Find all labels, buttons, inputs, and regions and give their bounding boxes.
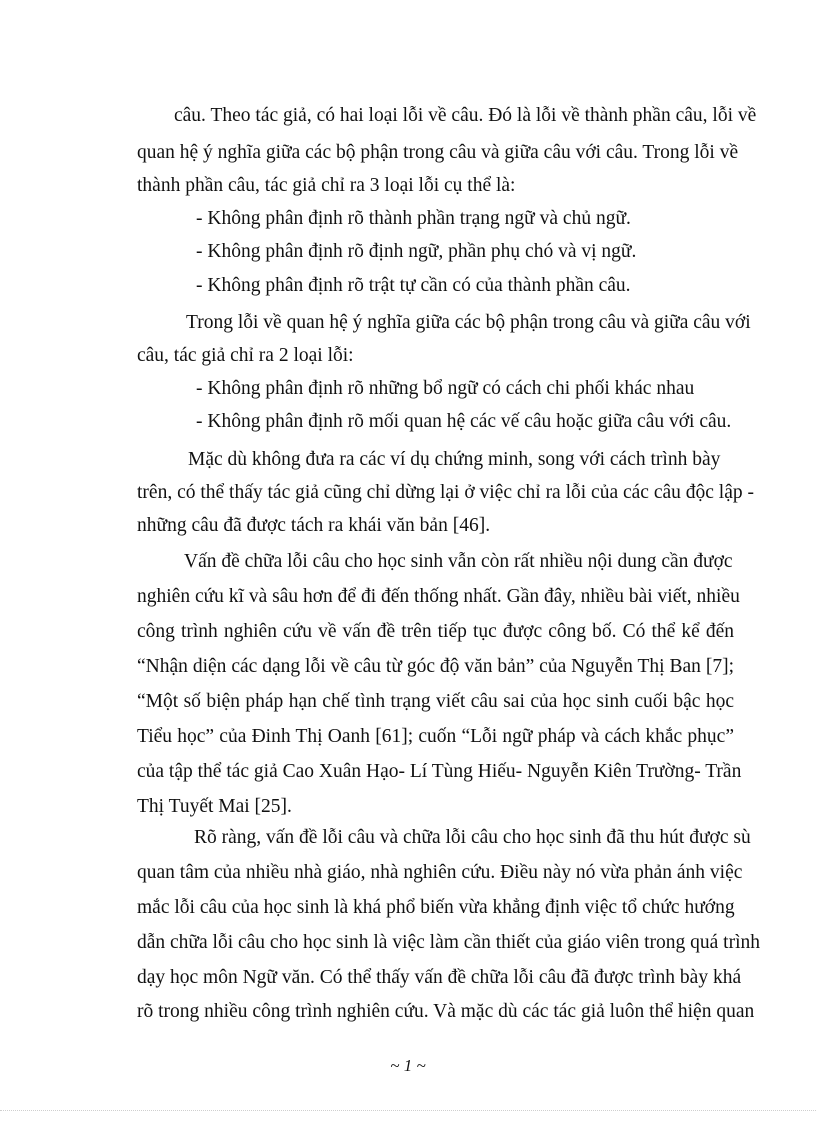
list-item: - Không phân định rõ thành phần trạng ngữ và chủ ngữ. bbox=[196, 208, 631, 229]
text-line: của tập thể tác giả Cao Xuân Hạo- Lí Tùng Hiếu- Nguyễn Kiên Trường- Trần bbox=[137, 761, 742, 782]
text-line: Vấn đề chữa lỗi câu cho học sinh vẫn còn rất nhiều nội dung cần được bbox=[184, 551, 733, 572]
text-line: rõ trong nhiều công trình nghiên cứu. Và mặc dù các tác giả luôn thể hiện quan bbox=[137, 1001, 755, 1022]
text-line: câu. Theo tác giả, có hai loại lỗi về câu. Đó là lỗi về thành phần câu, lỗi về bbox=[174, 105, 757, 126]
list-item: - Không phân định rõ mối quan hệ các vế câu hoặc giữa câu với câu. bbox=[196, 411, 732, 432]
list-item: - Không phân định rõ định ngữ, phần phụ chó và vị ngữ. bbox=[196, 241, 637, 262]
text-line: thành phần câu, tác giả chỉ ra 3 loại lỗi cụ thể là: bbox=[137, 175, 516, 196]
text-line: Mặc dù không đưa ra các ví dụ chứng minh, song với cách trình bày bbox=[188, 449, 721, 470]
text-line: câu, tác giả chỉ ra 2 loại lỗi: bbox=[137, 345, 354, 366]
page-divider bbox=[0, 1110, 816, 1111]
text-line: quan tâm của nhiều nhà giáo, nhà nghiên cứu. Điều này nó vừa phản ánh việc bbox=[137, 862, 743, 883]
list-item: - Không phân định rõ những bổ ngữ có cách chi phối khác nhau bbox=[196, 378, 695, 399]
text-line: “Một số biện pháp hạn chế tình trạng viết câu sai của học sinh cuối bậc học bbox=[137, 691, 734, 712]
list-item: - Không phân định rõ trật tự cần có của thành phần câu. bbox=[196, 275, 631, 296]
text-line: quan hệ ý nghĩa giữa các bộ phận trong câu và giữa câu với câu. Trong lỗi về bbox=[137, 142, 739, 163]
text-line: “Nhận diện các dạng lỗi về câu từ góc độ văn bản” của Nguyễn Thị Ban [7]; bbox=[137, 656, 734, 677]
text-line: Tiểu học” của Đinh Thị Oanh [61]; cuốn “Lỗi ngữ pháp và cách khắc phục” bbox=[137, 726, 734, 747]
text-line: dẫn chữa lỗi câu cho học sinh là việc làm cần thiết của giáo viên trong quá trình bbox=[137, 932, 760, 953]
text-line: dạy học môn Ngữ văn. Có thể thấy vấn đề chữa lỗi câu đã được trình bày khá bbox=[137, 967, 742, 988]
text-line: Trong lỗi về quan hệ ý nghĩa giữa các bộ phận trong câu và giữa câu với bbox=[186, 312, 751, 333]
text-line: trên, có thể thấy tác giả cũng chỉ dừng lại ở việc chỉ ra lỗi của các câu độc lập - bbox=[137, 482, 754, 503]
text-line: nghiên cứu kĩ và sâu hơn để đi đến thống nhất. Gần đây, nhiều bài viết, nhiều bbox=[137, 586, 740, 607]
text-line: Rõ ràng, vấn đề lỗi câu và chữa lỗi câu cho học sinh đã thu hút được sù bbox=[194, 827, 751, 848]
text-line: những câu đã được tách ra khái văn bản [46]. bbox=[137, 515, 491, 536]
text-line: mắc lỗi câu của học sinh là khá phổ biến vừa khẳng định việc tổ chức hướng bbox=[137, 897, 735, 918]
page-number: ~ 1 ~ bbox=[390, 1056, 426, 1075]
text-line: Thị Tuyết Mai [25]. bbox=[137, 796, 292, 817]
text-line: công trình nghiên cứu về vấn đề trên tiếp tục được công bố. Có thể kể đến bbox=[137, 621, 734, 642]
